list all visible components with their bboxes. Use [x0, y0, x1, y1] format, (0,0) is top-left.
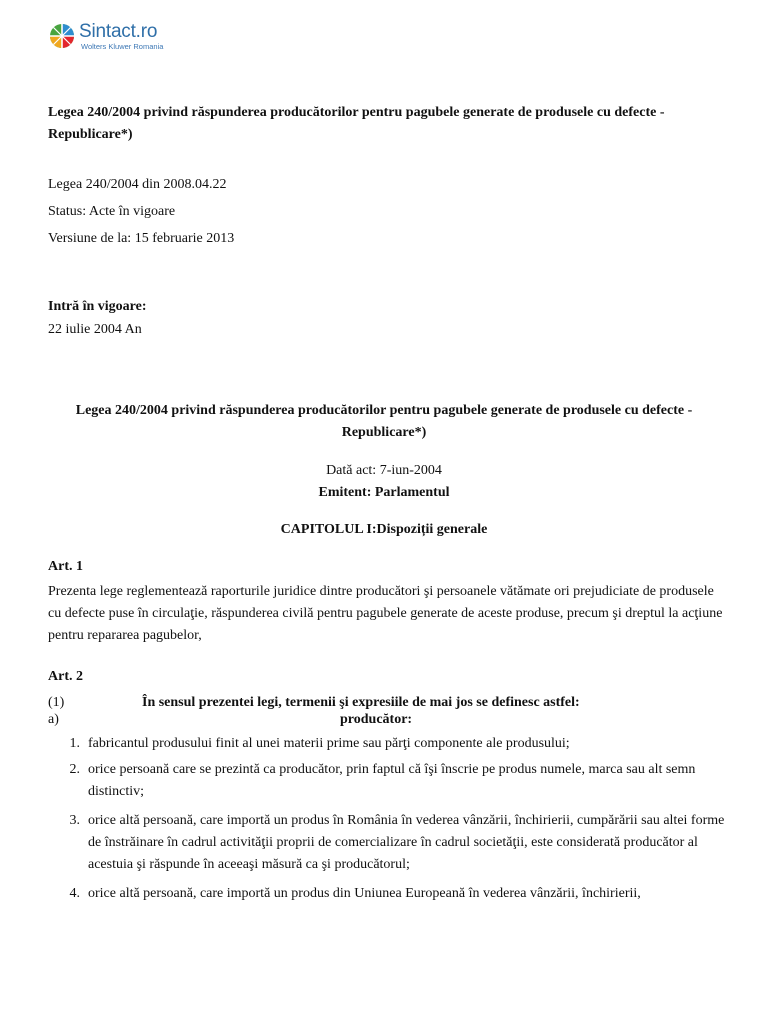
- list-item: [48, 733, 738, 755]
- emitter: Emitent: Parlamentul: [318, 485, 450, 500]
- logo-brand: Sintact.ro: [79, 21, 158, 42]
- list-item-text: orice altă persoană, care importă un produs din Uniunea Europeană în vederea vânzării, închirierii,: [88, 886, 641, 901]
- list-item-number: 4.: [69, 886, 80, 901]
- law-heading: Legea 240/2004 privind răspunderea producătorilor pentru pagubele generate de produsele cu defecte - Republicare*): [75, 403, 693, 440]
- list-item-text: fabricantul produsului finit al unei materii prime sau părţi componente ale produsului;: [88, 736, 570, 751]
- definition-term: producător:: [340, 712, 413, 727]
- law-version: Versiune de la: 15 februarie 2013: [48, 231, 235, 246]
- article-2-title: Art. 2: [48, 669, 83, 684]
- letter-marker: a): [48, 712, 59, 727]
- list-item-text: orice altă persoană, care importă un produs în România în vederea vânzării, închirierii, cumpărării sau altei forme de înstrăinare în cadrul activităţii proprii de comercializare în cadrul societăţii, este considerată producător al acestuia şi răspunde în aceeaşi măsură ca şi producătorul;: [88, 813, 725, 872]
- list-item-number: 3.: [69, 813, 80, 828]
- document-title: Legea 240/2004 privind răspunderea producătorilor pentru pagubele generate de produsele cu defecte - Republicare*): [48, 105, 665, 142]
- in-force-value: 22 iulie 2004 An: [48, 322, 142, 337]
- article-1-text: Prezenta lege reglementează raporturile juridice dintre producători şi persoanele vătămate ori prejudiciate de produsele cu defecte puse în circulaţie, răspunderea civilă pentru pagubele generate de aceste produse, precum şi dreptul la acţiune pentru repararea pagubelor,: [48, 584, 723, 643]
- list-item-number: 2.: [69, 762, 80, 777]
- logo-subtitle: Wolters Kluwer Romania: [81, 42, 164, 51]
- list-item: [48, 810, 738, 876]
- law-status: Status: Acte în vigoare: [48, 204, 176, 219]
- list-item-number: 1.: [69, 736, 80, 751]
- definition-intro: În sensul prezentei legi, termenii şi expresiile de mai jos se definesc astfel:: [142, 695, 580, 710]
- paragraph-number: (1): [48, 695, 65, 710]
- list-item: [48, 759, 738, 803]
- list-item-text: orice persoană care se prezintă ca producător, prin faptul că îşi înscrie pe produs numele, marca sau alt semn distinctiv;: [88, 762, 696, 799]
- list-item: [48, 883, 738, 905]
- act-date: Dată act: 7-iun-2004: [326, 463, 442, 478]
- in-force-label: Intră în vigoare:: [48, 299, 147, 314]
- chapter-heading: CAPITOLUL I:Dispoziții generale: [280, 522, 488, 537]
- article-1-title: Art. 1: [48, 559, 83, 574]
- law-date: Legea 240/2004 din 2008.04.22: [48, 177, 227, 192]
- globe-icon: [48, 22, 76, 50]
- sintact-logo[interactable]: [48, 22, 163, 51]
